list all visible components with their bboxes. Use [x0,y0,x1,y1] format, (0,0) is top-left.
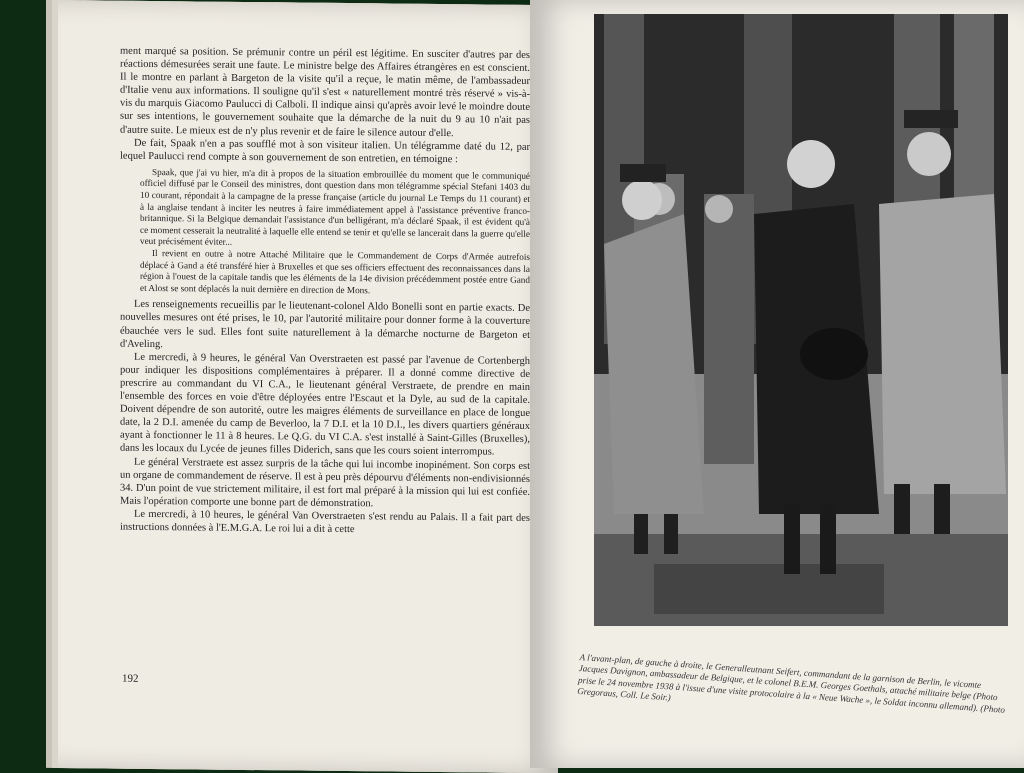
quote-paragraph: Il revient en outre à notre Attaché Militaire que le Commandement de Corps d'Armée autrefois déplacé à Gand a été transféré hier à Bruxelles et que ses officiers effectuent des reconnaissances dans la région à l'ouest de la capitale tandis que les éléments de la 14e division précédemment postée entre Gand et Alost se sont déplacés la nuit dernière en direction de Mons. [140,247,530,296]
paragraph: De fait, Spaak n'en a pas soufflé mot à son visiteur italien. Un télégramme daté du 12, par lequel Paulucci rend compte à son gouvernement de son entretien, en témoigne : [120,137,530,165]
paragraph: Le général Verstraete est assez surpris de la tâche qui lui incombe inopinément. Son corps est un organe de commandement de réserve. Il est à peu près dépourvu d'éléments non-endivisionnés 34. D'un point de vue strictement militaire, il est fort mal préparé à la mission qui lui est confiée. Mais l'opération comporte une bonne part de démonstration. [120,456,530,510]
paragraph: ment marqué sa position. Se prémunir contre un péril est légitime. En susciter d'autres par des réactions démesurées serait une faute. Le ministre belge des Affaires étrangères en est conscient. Il le montre en parlant à Bargeton de la visite qu'il a reçue, le matin même, de l'ambassadeur d'Italie venu aux informations. Il souligne qu'il s'est « naturellement montré très réservé » vis-à-vis du marquis Giacomo Paulucci di Calboli. Il indique ainsi qu'après avoir levé le moindre doute sur ses intentions, le gouvernement souhaite que la démarche de la nuit du 9 au 10 n'ait pas d'autre suite. Le mieux est de n'y plus revenir et de faire le silence autour d'elle. [120,45,530,139]
paragraph: Le mercredi, à 10 heures, le général Van Overstraeten s'est rendu au Palais. Il a fait part des instructions données à l'E.M.G.A. Le roi lui a dit à cette [120,508,530,536]
page-number: 192 [122,672,139,685]
left-page-text [120,45,530,538]
quote-paragraph: Spaak, que j'ai vu hier, m'a dit à propos de la situation embrouillée du moment que le communiqué officiel diffusé par le Conseil des ministres, dont question dans mon télégramme spécial Stefani 1403 du 10 courant, répondait à la campagne de la presse française (article du journal Le Temps du 11 courant) et à la anglaise tendant à inciter les neutres à faire immédiatement appel à l'assistance préventive franco-britannique. Si la Belgique demandait l'assistance d'un belligérant, m'a déclaré Spaak, il est évident qu'à ce moment cesserait la neutralité à laquelle elle entend se tenir et qu'elle se lancerait dans la guerre qu'elle veut précisément éviter... [140,166,530,248]
left-page [58,0,558,773]
photograph-illustration [594,14,1008,626]
historical-photograph [594,14,1008,626]
open-book [40,0,1024,768]
photo-caption: A l'avant-plan, de gauche à droite, le Generalleutnant Seifert, commandant de la garnison de Berlin, le vicomte Jacques Davignon, ambassadeur de Belgique, et le colonel B.E.M. Georges Goethals, attaché militaire belge (Photo prise le 24 novembre 1938 à l'issue d'une visite protocolaire à la « Neue Wache », le Soldat inconnu allemand). (Photo Gregoraus, Coll. Le Soir.) [576,652,1006,715]
paragraph: Le mercredi, à 9 heures, le général Van Overstraeten est passé par l'avenue de Cortenbergh pour indiquer les dispositions complémentaires à préparer. Il a donné comme directive de prescrire au commandant du VI C.A., le lieutenant général Verstraete, de prendre en main l'ensemble des forces en voie d'être déployées entre l'Escaut et la Dyle, au sud de la capitale. Doivent dépendre de son autorité, outre les maigres éléments de surveillance en place de longue date, la 2 D.I. amenée du camp de Beverloo, la 7 D.I. et la 10 D.I., les divers quartiers généraux ayant à fonctionner le 11 à 8 heures. Le Q.G. du VI C.A. s'est installé à Saint-Gilles (Bruxelles), dans les locaux du Lycée de jeunes filles Diderich, sans que les cours soient interrompus. [120,351,530,458]
quotation-block [140,167,530,299]
paragraph: Les renseignements recueillis par le lieutenant-colonel Aldo Bonelli sont en partie exacts. De nouvelles mesures ont été prises, le 10, par l'autorité militaire pour donner forme à la couverture ébauchée vers le sud. Elles font suite naturellement à la démarche nocturne de Bargeton et d'Aveling. [120,299,530,350]
right-page [530,0,1024,768]
